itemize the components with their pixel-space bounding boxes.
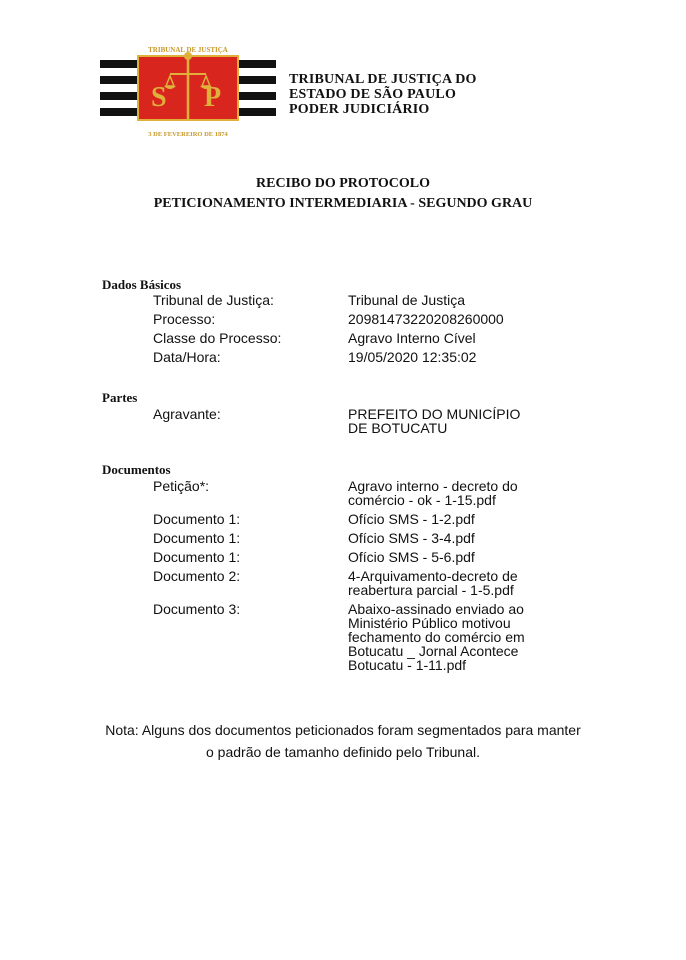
value-line: DE BOTUCATU	[348, 420, 448, 436]
value-line: Ofício SMS - 3-4.pdf	[348, 530, 475, 546]
row-label: Petição*:	[153, 478, 210, 494]
seal-letter-s: S	[151, 82, 167, 113]
row-label: Processo:	[153, 311, 216, 327]
row-value: 20981473220208260000	[348, 311, 504, 327]
footer-note-line-1: Nota: Alguns dos documentos peticionados foram segmentados para manter	[105, 722, 581, 738]
row-value	[348, 569, 548, 597]
court-name	[289, 72, 477, 117]
value-line: Ministério Público motivou	[348, 615, 511, 631]
value-line: PREFEITO DO MUNICÍPIO	[348, 406, 521, 422]
row-label: Agravante:	[153, 406, 221, 422]
row-label: Classe do Processo:	[153, 330, 282, 346]
court-seal-logo	[100, 44, 276, 140]
row-label: Documento 1:	[153, 511, 241, 527]
seal-arc-text: TRIBUNAL DE JUSTIÇA	[148, 46, 228, 54]
court-line-1: TRIBUNAL DE JUSTIÇA DO	[289, 72, 477, 87]
row-label: Tribunal de Justiça:	[153, 292, 274, 308]
document-title: RECIBO DO PROTOCOLO	[256, 176, 430, 191]
row-value: Tribunal de Justiça	[348, 292, 465, 308]
row-value: Agravo Interno Cível	[348, 330, 476, 346]
row-label: Documento 1:	[153, 549, 241, 565]
row-value	[348, 531, 548, 545]
value-line: Ofício SMS - 1-2.pdf	[348, 511, 475, 527]
row-value	[348, 550, 548, 564]
document-subtitle: PETICIONAMENTO INTERMEDIARIA - SEGUNDO GRAU	[153, 196, 533, 211]
value-line: Botucatu - 1-11.pdf	[348, 657, 467, 673]
row-label: Documento 2:	[153, 568, 241, 584]
row-value	[348, 479, 548, 507]
value-line: 4-Arquivamento-decreto de	[348, 568, 518, 584]
court-line-3: PODER JUDICIÁRIO	[289, 102, 430, 117]
footer-note-line-2: o padrão de tamanho definido pelo Tribunal.	[206, 744, 480, 760]
seal-letter-p: P	[204, 82, 222, 113]
value-line: Abaixo-assinado enviado ao	[348, 601, 524, 617]
value-line: reabertura parcial - 1-5.pdf	[348, 582, 514, 598]
court-line-2: ESTADO DE SÃO PAULO	[289, 87, 457, 102]
seal-graphic	[100, 44, 276, 140]
row-value	[348, 512, 548, 526]
section-heading-documentos: Documentos	[102, 462, 171, 477]
value-line: comércio - ok - 1-15.pdf	[348, 492, 496, 508]
seal-date-text: 3 DE FEVEREIRO DE 1874	[148, 131, 228, 138]
row-value: 19/05/2020 12:35:02	[348, 349, 477, 365]
row-value	[348, 407, 548, 435]
row-label: Documento 1:	[153, 530, 241, 546]
row-label: Documento 3:	[153, 601, 241, 617]
value-line: fechamento do comércio em	[348, 629, 525, 645]
section-heading-partes: Partes	[102, 390, 138, 405]
value-line: Botucatu _ Jornal Acontece	[348, 643, 519, 659]
row-value	[348, 602, 548, 672]
value-line: Ofício SMS - 5-6.pdf	[348, 549, 475, 565]
row-label: Data/Hora:	[153, 349, 221, 365]
section-heading-dados-basicos: Dados Básicos	[102, 277, 182, 292]
value-line: Agravo interno - decreto do	[348, 478, 518, 494]
